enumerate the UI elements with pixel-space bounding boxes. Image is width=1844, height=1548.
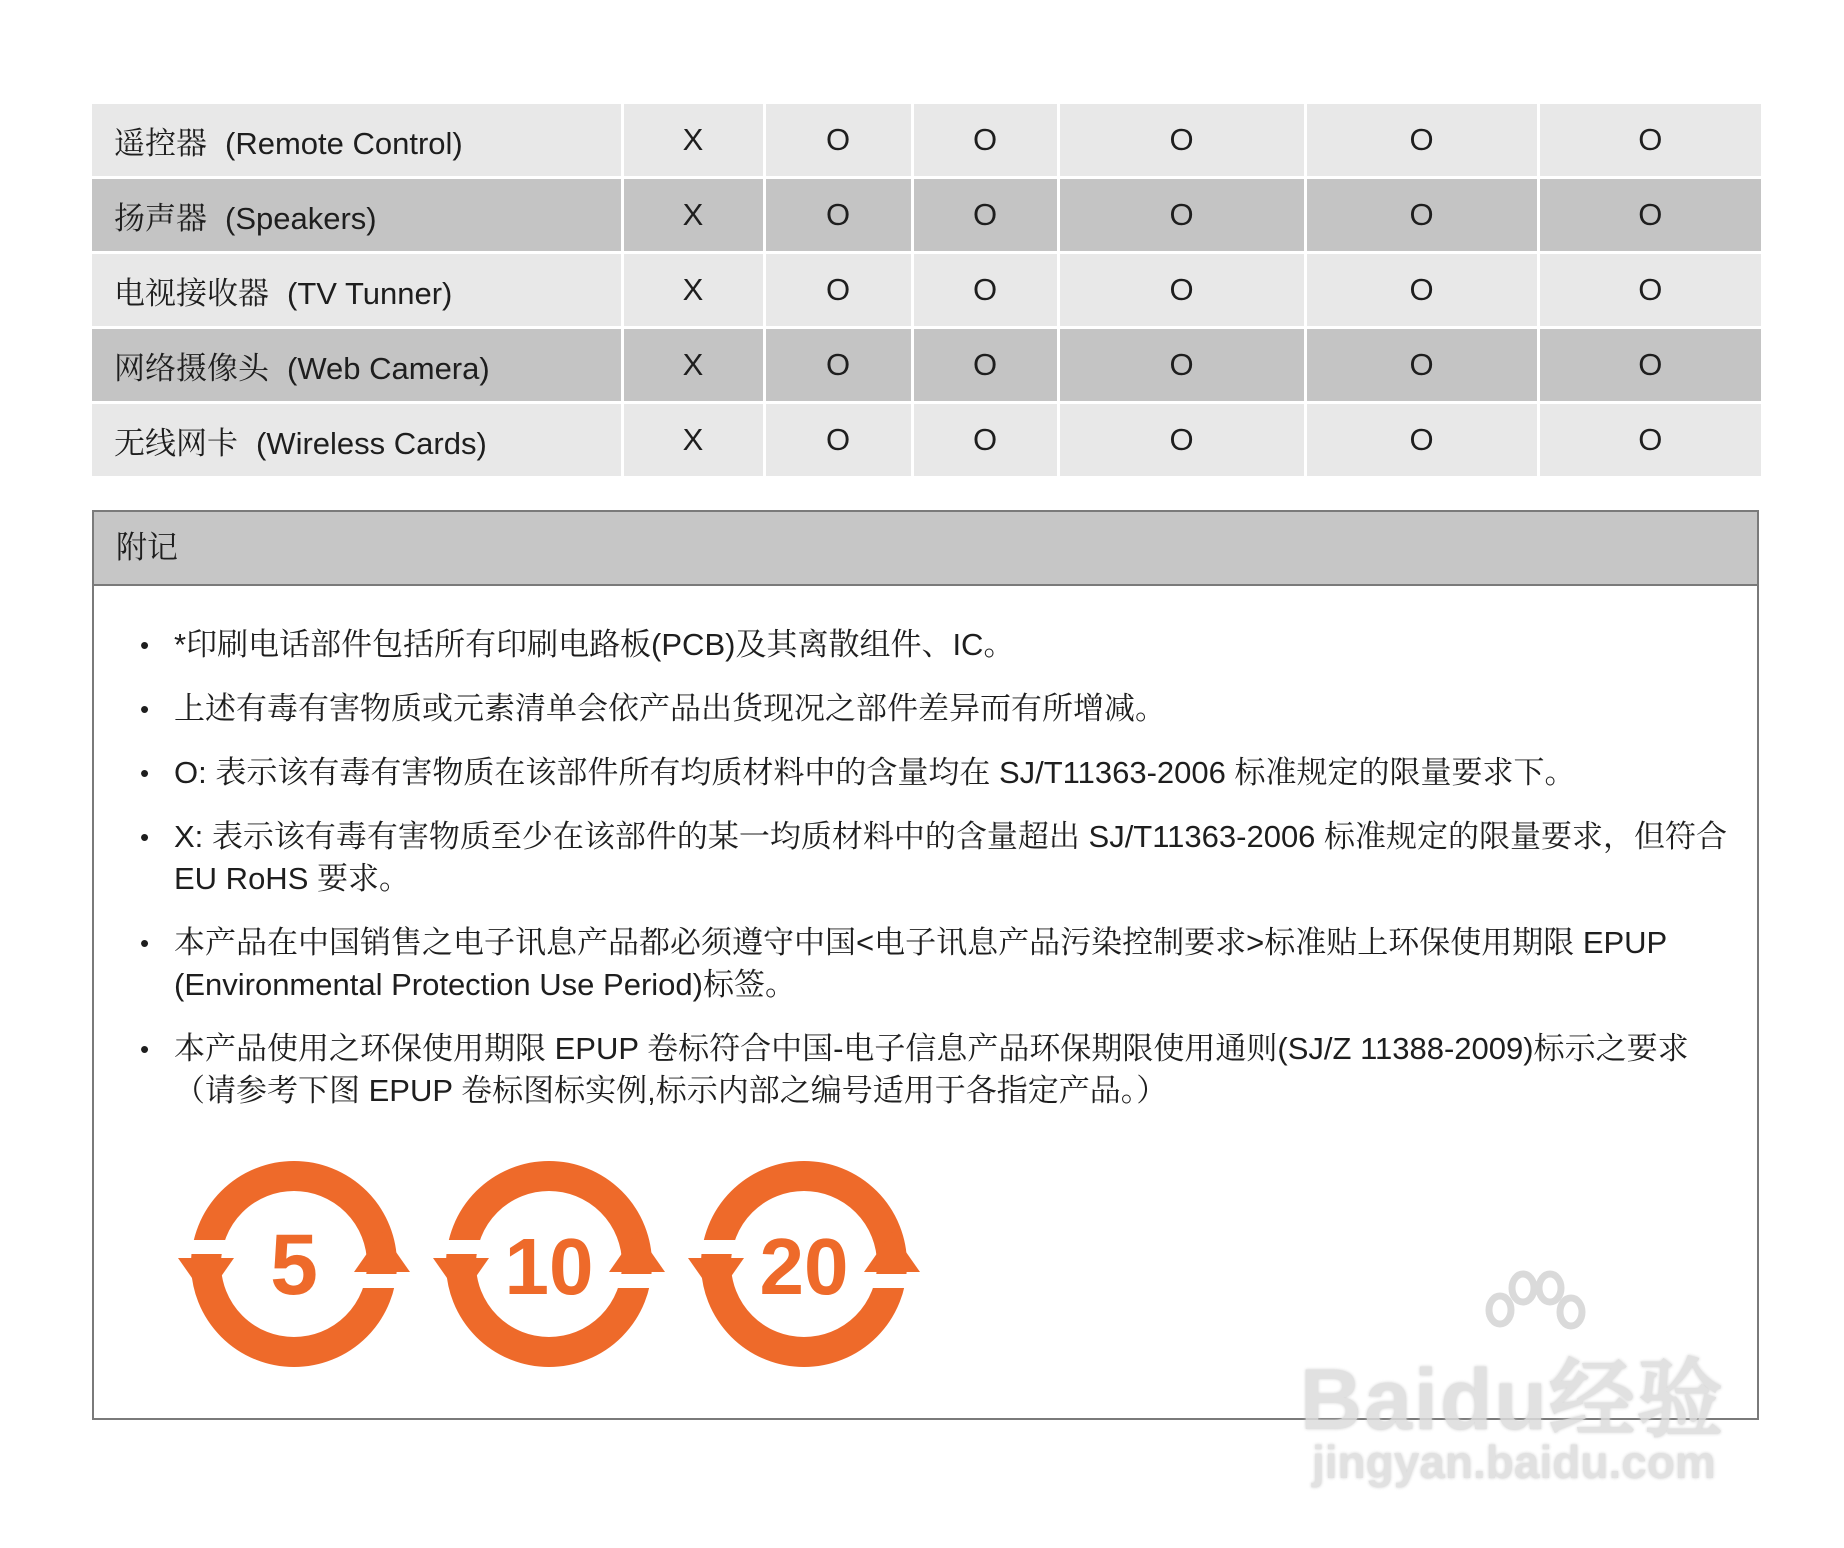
bullet-icon: •	[140, 758, 150, 788]
part-name-en: (Remote Control)	[225, 125, 463, 161]
table-row	[92, 104, 1761, 178]
note-text: X: 表示该有毒有害物质至少在该部件的某一均质材料中的含量超出 SJ/T11363-2006 标准规定的限量要求，但符合 EU RoHS 要求。	[174, 819, 1728, 896]
note-text: O: 表示该有毒有害物质在该部件所有均质材料中的含量均在 SJ/T11363-2006 标准规定的限量要求下。	[174, 755, 1576, 790]
epup-logo-20	[688, 1148, 920, 1380]
substance-mark-cell: O	[912, 178, 1058, 253]
hazardous-substance-table	[92, 104, 1761, 476]
substance-mark-cell: O	[1058, 328, 1305, 403]
substance-mark-cell: O	[1058, 178, 1305, 253]
bullet-icon: •	[140, 694, 150, 724]
part-name-cell	[92, 178, 622, 253]
note-item	[140, 816, 1729, 900]
substance-mark-cell: O	[764, 178, 912, 253]
substance-mark-cell: O	[1058, 104, 1305, 178]
bullet-icon: •	[140, 928, 150, 958]
part-name-cn: 扬声器	[114, 200, 207, 236]
part-name-cn: 无线网卡	[114, 425, 238, 461]
substance-mark-cell: O	[1538, 104, 1761, 178]
substance-mark-cell: O	[1058, 403, 1305, 477]
substance-mark-cell: O	[912, 104, 1058, 178]
substance-mark-cell: O	[912, 403, 1058, 477]
bullet-icon: •	[140, 630, 150, 660]
table-row	[92, 253, 1761, 328]
substance-mark-cell: O	[1305, 328, 1538, 403]
substance-mark-cell: O	[1305, 253, 1538, 328]
epup-logo-number: 20	[759, 1222, 849, 1311]
watermark-url: jingyan.baidu.com	[1312, 1436, 1716, 1488]
substance-mark-cell: O	[1058, 253, 1305, 328]
substance-mark-cell: O	[912, 253, 1058, 328]
bullet-icon: •	[140, 1034, 150, 1064]
substance-mark-cell: X	[622, 178, 764, 253]
note-item	[140, 922, 1729, 1006]
note-text: *印刷电话部件包括所有印刷电路板(PCB)及其离散组件、IC。	[174, 627, 1015, 662]
substance-mark-cell: X	[622, 104, 764, 178]
substance-mark-cell: X	[622, 253, 764, 328]
substance-mark-cell: O	[1305, 403, 1538, 477]
epup-logo-5	[178, 1148, 410, 1380]
part-name-cell	[92, 253, 622, 328]
substance-mark-cell: O	[764, 253, 912, 328]
substance-mark-cell: O	[1538, 328, 1761, 403]
note-text: 本产品使用之环保使用期限 EPUP 卷标符合中国-电子信息产品环保期限使用通则(SJ/Z 11388-2009)标示之要求（请参考下图 EPUP 卷标图标实例,标示内部之编号适用于各指定产品。）	[174, 1031, 1689, 1108]
note-item	[140, 688, 1729, 730]
part-name-cn: 网络摄像头	[114, 350, 269, 386]
substance-mark-cell: O	[912, 328, 1058, 403]
table-body	[92, 104, 1761, 476]
note-item	[140, 1028, 1729, 1112]
substance-mark-cell: O	[1538, 403, 1761, 477]
part-name-cell	[92, 328, 622, 403]
part-name-cell	[92, 104, 622, 178]
part-name-cn: 电视接收器	[114, 275, 269, 311]
substance-mark-cell: X	[622, 403, 764, 477]
notes-list	[94, 624, 1757, 1112]
table-row	[92, 328, 1761, 403]
epup-logo-number: 5	[270, 1217, 318, 1313]
substance-mark-cell: X	[622, 328, 764, 403]
bullet-icon: •	[140, 822, 150, 852]
note-item	[140, 624, 1729, 666]
part-name-en: (Wireless Cards)	[256, 425, 487, 461]
note-item	[140, 752, 1729, 794]
substance-mark-cell: O	[1305, 178, 1538, 253]
baidu-watermark	[1300, 1270, 1760, 1520]
substance-mark-cell: O	[1538, 178, 1761, 253]
epup-logo-10	[433, 1148, 665, 1380]
substance-mark-cell: O	[1538, 253, 1761, 328]
substance-mark-cell: O	[764, 403, 912, 477]
watermark-brand: Baidu经验	[1300, 1352, 1725, 1448]
notes-title: 附记	[94, 512, 1757, 586]
note-text: 上述有毒有害物质或元素清单会依产品出货现况之部件差异而有所增减。	[174, 691, 1166, 726]
table-row	[92, 403, 1761, 477]
note-text: 本产品在中国销售之电子讯息产品都必须遵守中国<电子讯息产品污染控制要求>标准贴上环保使用期限 EPUP (Environmental Protection Use Period)标签。	[174, 925, 1667, 1002]
part-name-en: (Speakers)	[225, 200, 377, 236]
part-name-en: (TV Tunner)	[287, 275, 453, 311]
table-row	[92, 178, 1761, 253]
part-name-cn: 遥控器	[114, 125, 207, 161]
epup-logo-number: 10	[504, 1222, 594, 1311]
part-name-cell	[92, 403, 622, 477]
substance-mark-cell: O	[764, 328, 912, 403]
substance-mark-cell: O	[1305, 104, 1538, 178]
substance-mark-cell: O	[764, 104, 912, 178]
part-name-en: (Web Camera)	[287, 350, 490, 386]
